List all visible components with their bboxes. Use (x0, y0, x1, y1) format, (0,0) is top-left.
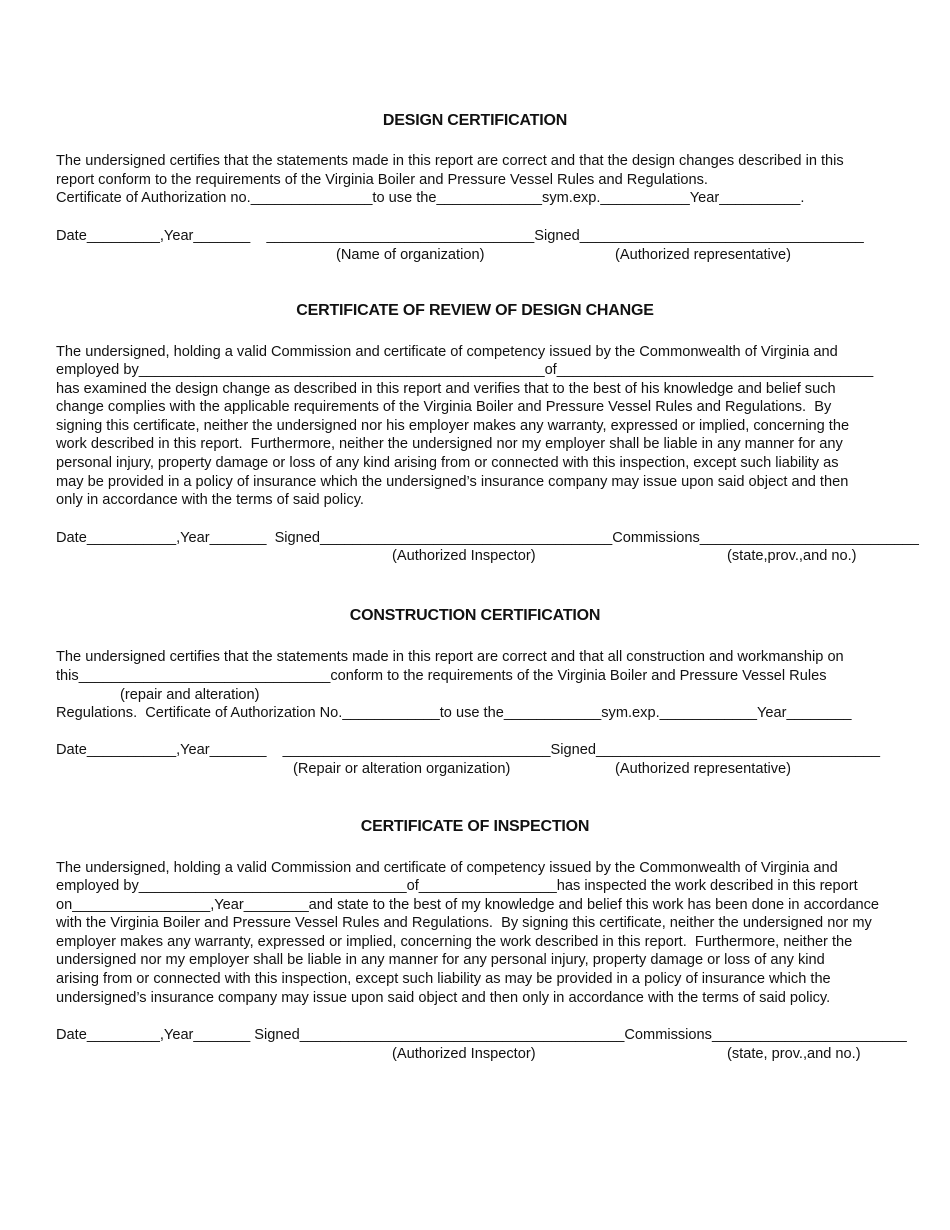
construction-line-1: The undersigned certifies that the statements made in this report are correct and that all construction and workmanship on (56, 649, 844, 665)
inspection-caption-inspector: (Authorized Inspector) (392, 1046, 536, 1062)
review-line-3: has examined the design change as described in this report and verifies that to the best of his knowledge and belief such (56, 381, 836, 397)
design-signature-line: Date_________,Year_______ _________________________________Signed___________________________________ (56, 228, 864, 244)
construction-line-3: Regulations. Certificate of Authorization No.____________to use the____________sym.exp.____________Year________ (56, 705, 852, 721)
inspection-line-4: with the Virginia Boiler and Pressure Vessel Rules and Regulations. By signing this certificate, neither the undersigned nor my (56, 915, 872, 931)
design-caption-representative: (Authorized representative) (615, 247, 792, 263)
inspection-line-7: arising from or connected with this inspection, except such liability as may be provided in a policy of insurance which the (56, 971, 831, 987)
review-line-1: The undersigned, holding a valid Commission and certificate of competency issued by the Commonwealth of Virginia and (56, 344, 838, 360)
review-signature-line: Date___________,Year_______ Signed____________________________________Commissions___________________________ (56, 530, 919, 546)
construction-caption-representative: (Authorized representative) (615, 761, 792, 777)
inspection-line-8: undersigned’s insurance company may issue upon said object and then only in accordance with the terms of said policy. (56, 990, 831, 1006)
review-caption-state: (state,prov.,and no.) (727, 548, 857, 564)
review-line-5: signing this certificate, neither the undersigned nor his employer makes any warranty, expressed or implied, concerning the (56, 418, 850, 434)
design-caption-organization: (Name of organization) (336, 247, 485, 263)
construction-repair-caption: (repair and alteration) (120, 687, 260, 703)
construction-signature-line: Date___________,Year_______ _________________________________Signed___________________________________ (56, 742, 881, 758)
design-certification-title: DESIGN CERTIFICATION (382, 112, 568, 129)
inspection-line-3: on_________________,Year________and state to the best of my knowledge and belief this work has been done in accordance (56, 897, 880, 913)
review-line-7: personal injury, property damage or loss of any kind arising from or connected with this inspection, except such liability as (56, 455, 839, 471)
design-line-1: The undersigned certifies that the statements made in this report are correct and that the design changes described in this (56, 153, 844, 169)
design-line-2: report conform to the requirements of the Virginia Boiler and Pressure Vessel Rules and Regulations. (56, 172, 708, 188)
inspection-signature-line: Date_________,Year_______ Signed________________________________________Commissions________________________ (56, 1027, 907, 1043)
inspection-line-2: employed by_________________________________of_________________has inspected the work described in this report (56, 878, 858, 894)
review-line-8: may be provided in a policy of insurance which the undersigned’s insurance company may issue upon said object and then (56, 474, 849, 490)
construction-certification-title: CONSTRUCTION CERTIFICATION (349, 607, 601, 624)
inspection-caption-state: (state, prov.,and no.) (727, 1046, 861, 1062)
review-caption-inspector: (Authorized Inspector) (392, 548, 536, 564)
review-line-2: employed by__________________________________________________of_______________________________________ (56, 362, 874, 378)
review-line-4: change complies with the applicable requirements of the Virginia Boiler and Pressure Vessel Rules and Regulations. By (56, 399, 832, 415)
design-line-3: Certificate of Authorization no._______________to use the_____________sym.exp.___________Year__________. (56, 190, 805, 206)
construction-caption-organization: (Repair or alteration organization) (293, 761, 511, 777)
inspection-line-1: The undersigned, holding a valid Commission and certificate of competency issued by the Commonwealth of Virginia and (56, 860, 838, 876)
review-line-6: work described in this report. Furthermore, neither the undersigned nor my employer shall be liable in any manner for any (56, 436, 843, 452)
inspection-line-6: undersigned nor my employer shall be liable in any manner for any personal injury, property damage or loss of any kind (56, 952, 825, 968)
inspection-line-5: employer makes any warranty, expressed or implied, concerning the work described in this report. Furthermore, neither the (56, 934, 853, 950)
review-certificate-title: CERTIFICATE OF REVIEW OF DESIGN CHANGE (296, 302, 654, 319)
construction-line-2: this_______________________________conform to the requirements of the Virginia Boiler and Pressure Vessel Rules (56, 668, 827, 684)
inspection-certificate-title: CERTIFICATE OF INSPECTION (360, 818, 590, 835)
review-line-9: only in accordance with the terms of said policy. (56, 492, 364, 508)
